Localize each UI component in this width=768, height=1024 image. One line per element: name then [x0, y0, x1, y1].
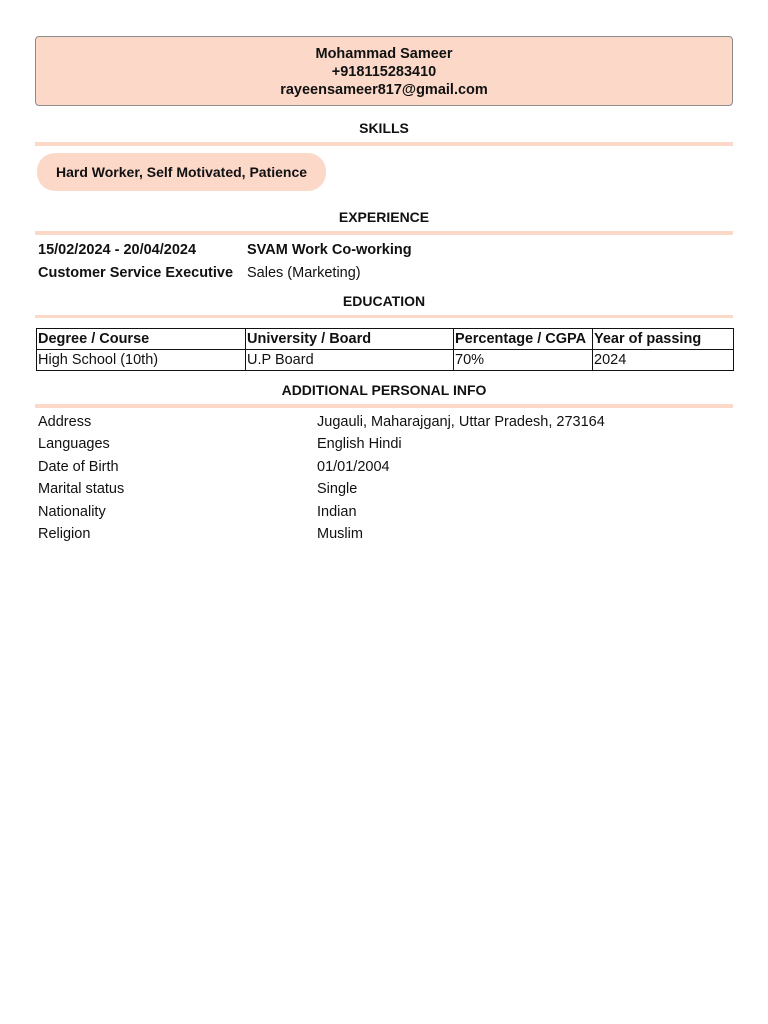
info-label-dob: Date of Birth — [38, 458, 119, 475]
education-header-row — [37, 329, 734, 350]
table-row — [37, 350, 734, 371]
candidate-phone: +918115283410 — [331, 64, 437, 80]
info-value-dob: 01/01/2004 — [317, 458, 390, 475]
info-label-address: Address — [38, 414, 92, 430]
info-label-nationality: Nationality — [38, 503, 106, 520]
info-value-religion: Muslim — [317, 526, 363, 543]
skills-pill: Hard Worker, Self Motivated, Patience — [37, 153, 326, 191]
education-divider — [35, 315, 733, 318]
experience-company: SVAM Work Co-working — [247, 242, 412, 258]
education-year-cell: 2024 — [593, 350, 734, 371]
info-value-nationality: Indian — [317, 503, 357, 520]
additional-info-list — [35, 413, 733, 543]
education-section-title: EDUCATION — [342, 293, 426, 309]
experience-role: Customer Service Executive — [38, 265, 234, 281]
info-label-marital-status: Marital status — [38, 481, 125, 498]
additional-info-section-title: ADDITIONAL PERSONAL INFO — [281, 382, 487, 398]
education-col-board: University / Board — [246, 329, 454, 350]
info-label-religion: Religion — [38, 526, 91, 543]
education-table — [36, 328, 734, 371]
info-label-languages: Languages — [38, 436, 110, 453]
resume-page — [35, 36, 733, 543]
additional-info-divider — [35, 404, 733, 408]
info-value-marital-status: Single — [317, 481, 358, 498]
experience-dates: 15/02/2024 - 20/04/2024 — [38, 242, 197, 258]
education-col-degree: Degree / Course — [37, 329, 246, 350]
skills-section-title: SKILLS — [359, 120, 409, 136]
education-degree-cell: High School (10th) — [37, 350, 246, 371]
experience-section-title: EXPERIENCE — [338, 209, 430, 225]
contact-header — [35, 36, 733, 106]
candidate-email: rayeensameer817@gmail.com — [280, 82, 488, 98]
education-col-year: Year of passing — [593, 329, 734, 350]
education-percentage-cell: 70% — [454, 350, 593, 371]
experience-divider — [35, 231, 733, 235]
info-value-address: Jugauli, Maharajganj, Uttar Pradesh, 273164 — [317, 414, 605, 430]
skills-divider — [35, 142, 733, 146]
experience-department: Sales (Marketing) — [247, 265, 361, 281]
candidate-name: Mohammad Sameer — [315, 46, 453, 62]
education-board-cell: U.P Board — [246, 350, 454, 371]
education-col-percentage: Percentage / CGPA — [454, 329, 593, 350]
experience-entry — [35, 241, 733, 282]
info-value-languages: English Hindi — [317, 436, 402, 453]
